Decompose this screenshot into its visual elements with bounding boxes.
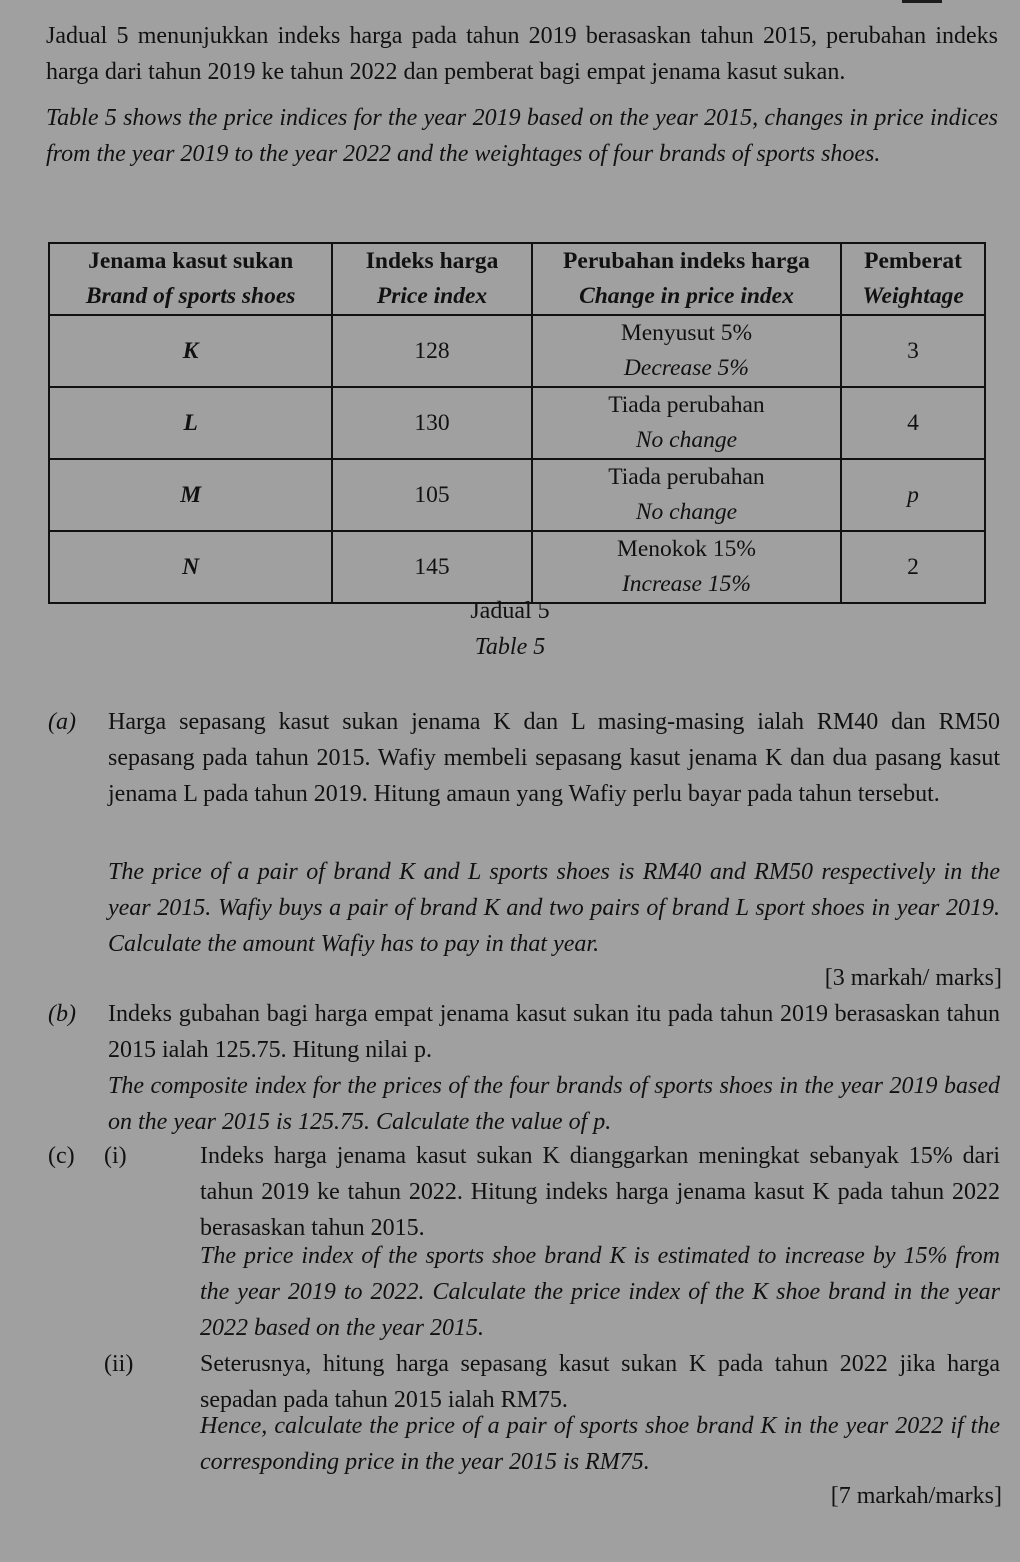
question-c-ii-malay: Seterusnya, hitung harga sepasang kasut sukan K pada tahun 2022 jika harga sepadan pada tahun 2015 ialah RM75. [200, 1351, 1000, 1413]
brand-cell: L [49, 387, 332, 459]
table-row [49, 531, 985, 603]
table-row [49, 459, 985, 531]
question-c-ii-label: (ii) [104, 1351, 134, 1377]
intro-malay: Jadual 5 menunjukkan indeks harga pada tahun 2019 berasaskan tahun 2015, perubahan indeks harga dari tahun 2019 ke tahun 2022 dan pemberat bagi empat jenama kasut sukan. [46, 23, 998, 85]
weight-cell: 3 [841, 315, 985, 387]
index-cell: 145 [332, 531, 532, 603]
question-c-i-malay: Indeks harga jenama kasut sukan K dianggarkan meningkat sebanyak 15% dari tahun 2019 ke tahun 2022. Hitung indeks harga jenama kasut K pada tahun 2022 berasaskan tahun 2015. [200, 1143, 1000, 1241]
header-brand: Jenama kasut sukan Brand of sports shoes [49, 243, 332, 315]
change-cell: Tiada perubahan No change [532, 459, 841, 531]
brand-cell: M [49, 459, 332, 531]
header-weightage: Pemberat Weightage [841, 243, 985, 315]
table-caption-english: Table 5 [474, 634, 546, 660]
question-b-malay: Indeks gubahan bagi harga empat jenama kasut sukan itu pada tahun 2019 berasaskan tahun 2015 ialah 125.75. Hitung nilai p. [108, 1001, 1000, 1063]
question-c-marks: [7 markah/marks] [830, 1483, 1002, 1509]
brand-cell: K [49, 315, 332, 387]
table-header-row [49, 243, 985, 315]
index-cell: 128 [332, 315, 532, 387]
question-b-english: The composite index for the prices of the four brands of sports shoes in the year 2019 based on the year 2015 is 125.75. Calculate the value of p. [108, 1073, 1000, 1135]
page-corner-mark [902, 0, 942, 3]
intro-english: Table 5 shows the price indices for the year 2019 based on the year 2015, changes in price indices from the year 2019 to the year 2022 and the weightages of four brands of sports shoes. [46, 105, 998, 167]
weight-cell: 2 [841, 531, 985, 603]
question-a-marks: [3 markah/ marks] [824, 965, 1002, 991]
question-b-label: (b) [48, 1001, 76, 1027]
question-c-i-label: (i) [104, 1143, 127, 1169]
change-cell: Tiada perubahan No change [532, 387, 841, 459]
question-a-label: (a) [48, 709, 76, 735]
weight-cell: 4 [841, 387, 985, 459]
table-5 [48, 242, 986, 604]
change-cell: Menokok 15% Increase 15% [532, 531, 841, 603]
brand-cell: N [49, 531, 332, 603]
table-row [49, 315, 985, 387]
question-c-i-english: The price index of the sports shoe brand K is estimated to increase by 15% from the year 2019 to 2022. Calculate the price index of the K shoe brand in the year 2022 based on the year 2015. [200, 1243, 1000, 1341]
question-a-english: The price of a pair of brand K and L sports shoes is RM40 and RM50 respectively in the year 2015. Wafiy buys a pair of brand K and two pairs of brand L sport shoes in year 2019. Calculate the amount Wafiy has to pay in that year. [108, 859, 1000, 957]
question-c-ii-english: Hence, calculate the price of a pair of sports shoe brand K in the year 2022 if the corresponding price in the year 2015 is RM75. [200, 1413, 1000, 1475]
table-row [49, 387, 985, 459]
header-price-index: Indeks harga Price index [332, 243, 532, 315]
change-cell: Menyusut 5% Decrease 5% [532, 315, 841, 387]
question-c-label: (c) [48, 1143, 75, 1169]
header-change: Perubahan indeks harga Change in price index [532, 243, 841, 315]
index-cell: 105 [332, 459, 532, 531]
question-a-malay: Harga sepasang kasut sukan jenama K dan L masing-masing ialah RM40 dan RM50 sepasang pada tahun 2015. Wafiy membeli sepasang kasut jenama K dan dua pasang kasut jenama L pada tahun 2019. Hitung amaun yang Wafiy perlu bayar pada tahun tersebut. [108, 709, 1000, 807]
index-cell: 130 [332, 387, 532, 459]
table-caption-malay: Jadual 5 [470, 598, 550, 624]
weight-cell: p [841, 459, 985, 531]
